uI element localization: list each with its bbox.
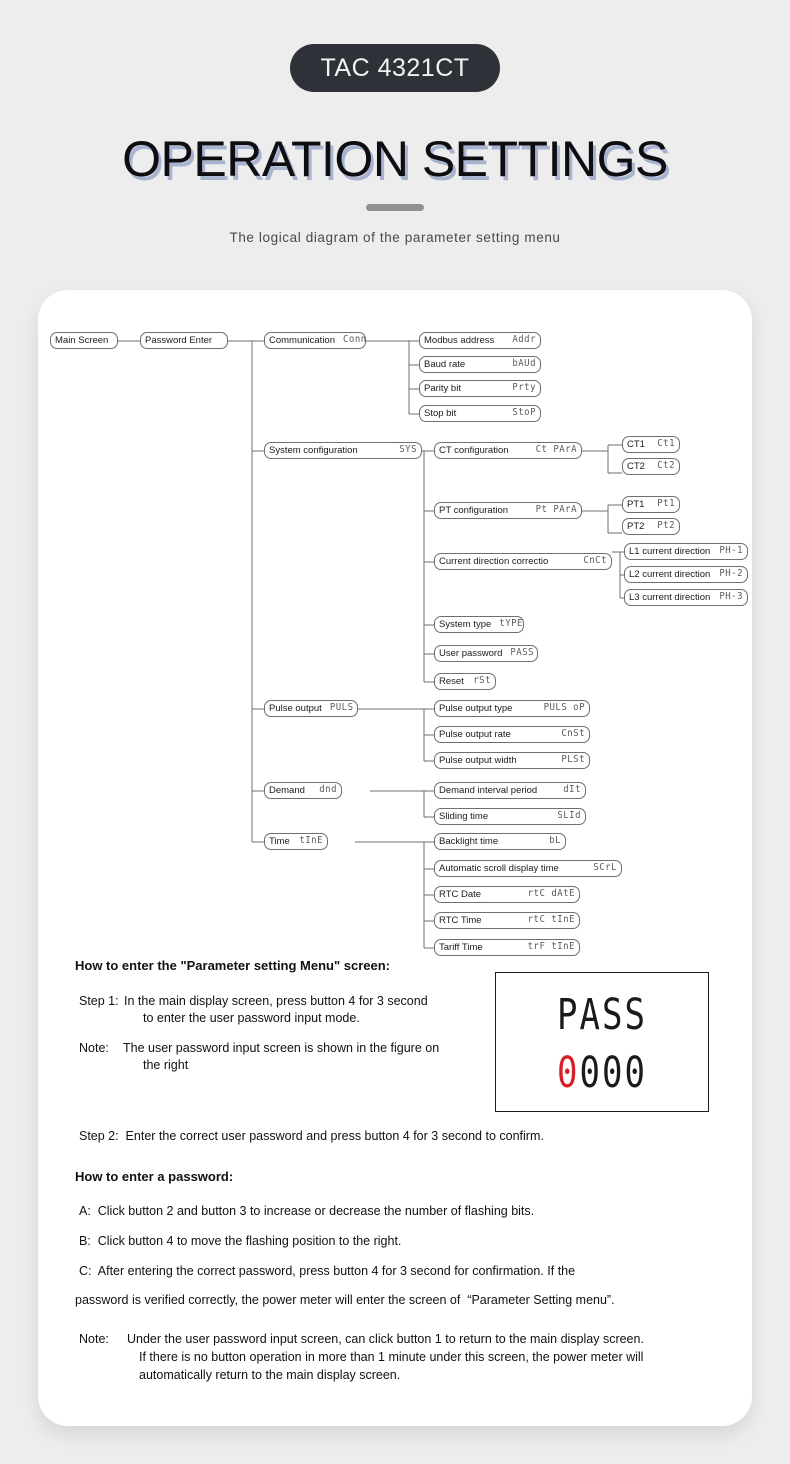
password-item-c-line2: password is verified correctly, the power meter will enter the screen of “Parameter Setting menu”. — [75, 1293, 615, 1307]
tree-node-code: PH-1 — [719, 545, 743, 557]
tree-node-label: L3 current direction — [629, 591, 711, 603]
tree-node-label: L1 current direction — [629, 545, 711, 557]
tree-node-label: Reset — [439, 675, 464, 687]
note2-line1: Under the user password input screen, can click button 1 to return to the main display screen. — [127, 1332, 644, 1346]
tree-node-backlight-time[interactable] — [434, 833, 566, 850]
tree-node-code: Pt1 — [657, 498, 675, 510]
lcd-active-digit: 0 — [557, 1048, 580, 1098]
tree-node-code: SYS — [399, 444, 417, 456]
tree-node-label: Main Screen — [55, 334, 109, 346]
tree-node-code: PASS — [510, 647, 535, 659]
tree-node-parity-bit[interactable] — [419, 380, 541, 397]
tree-node-automatic-scroll-display-time[interactable] — [434, 860, 622, 877]
tree-node-code: Pt2 — [657, 520, 675, 532]
tree-node-ct2[interactable] — [622, 458, 680, 475]
tree-node-code: Ct1 — [657, 438, 675, 450]
tree-node-code: bL — [549, 835, 561, 847]
tree-node-code: tYPE — [499, 618, 523, 630]
lcd-password-screen — [495, 972, 709, 1112]
tree-node-code: rtC dAtE — [527, 888, 575, 900]
title-divider — [366, 204, 424, 211]
tree-node-rtc-date[interactable] — [434, 886, 580, 903]
tree-node-pt1[interactable] — [622, 496, 680, 513]
tree-node-label: Time — [269, 835, 290, 847]
tree-node-baud-rate[interactable] — [419, 356, 541, 373]
instructions-heading-enter-password: How to enter a password: — [75, 1169, 234, 1184]
tree-node-code: PH-2 — [719, 568, 743, 580]
tree-node-user-password[interactable] — [434, 645, 538, 662]
tree-node-code: trF tInE — [527, 941, 575, 953]
tree-node-code: Pt PArA — [535, 504, 577, 516]
lcd-line-digits — [496, 1048, 708, 1098]
tree-node-reset[interactable] — [434, 673, 496, 690]
tree-node-demand[interactable] — [264, 782, 342, 799]
tree-node-system-type[interactable] — [434, 616, 524, 633]
tree-node-code: Ct2 — [657, 460, 675, 472]
tree-node-label: Demand interval period — [439, 784, 538, 796]
tree-node-modbus-address[interactable] — [419, 332, 541, 349]
tree-node-pulse-output-width[interactable] — [434, 752, 590, 769]
tree-node-code: PULS — [329, 702, 354, 714]
tree-node-code: Conn — [343, 334, 367, 346]
tree-node-label: CT2 — [627, 460, 645, 472]
tree-node-pulse-output-type[interactable] — [434, 700, 590, 717]
tree-node-label: User password — [439, 647, 503, 659]
tree-node-label: System configuration — [269, 444, 358, 456]
tree-node-label: Automatic scroll display time — [439, 862, 559, 874]
tree-node-code: Prty — [512, 382, 536, 394]
tree-node-code: bAUd — [512, 358, 536, 370]
tree-node-stop-bit[interactable] — [419, 405, 541, 422]
tree-node-label: Pulse output type — [439, 702, 513, 714]
content-card — [38, 290, 752, 1426]
tree-node-label: Password Enter — [145, 334, 213, 346]
tree-node-demand-interval-period[interactable] — [434, 782, 586, 799]
note2-line3: automatically return to the main display screen. — [139, 1368, 401, 1382]
tree-node-code: CnSt — [561, 728, 585, 740]
tree-node-tariff-time[interactable] — [434, 939, 580, 956]
tree-node-code: tInE — [299, 835, 323, 847]
tree-node-code: SCrL — [593, 862, 617, 874]
tree-node-label: Tariff Time — [439, 941, 483, 953]
tree-node-label: Communication — [269, 334, 335, 346]
step1-line2: to enter the user password input mode. — [143, 1011, 360, 1025]
tree-node-code: StoP — [512, 407, 536, 419]
tree-node-code: CnCt — [583, 555, 607, 567]
tree-node-label: PT2 — [627, 520, 645, 532]
tree-node-code: dnd — [319, 784, 337, 796]
tree-node-code: Addr — [512, 334, 536, 346]
tree-node-pulse-output[interactable] — [264, 700, 358, 717]
tree-node-label: Current direction correctio — [439, 555, 549, 567]
tree-node-label: Backlight time — [439, 835, 499, 847]
tree-node-pt-configuration[interactable] — [434, 502, 582, 519]
tree-node-sliding-time[interactable] — [434, 808, 586, 825]
note1-line1: The user password input screen is shown in the figure on — [123, 1041, 440, 1055]
tree-node-code: Ct PArA — [535, 444, 577, 456]
tree-node-system-configuration[interactable] — [264, 442, 422, 459]
tree-node-pulse-output-rate[interactable] — [434, 726, 590, 743]
tree-node-code: PH-3 — [719, 591, 743, 603]
tree-node-label: System type — [439, 618, 492, 630]
tree-node-label: Stop bit — [424, 407, 457, 419]
tree-node-label: RTC Time — [439, 914, 482, 926]
page-title: OPERATION SETTINGS — [122, 131, 668, 187]
lcd-remaining-digits: 000 — [579, 1048, 647, 1098]
tree-node-ct1[interactable] — [622, 436, 680, 453]
tree-node-label: Sliding time — [439, 810, 489, 822]
tree-node-label: CT configuration — [439, 444, 509, 456]
tree-node-label: Modbus address — [424, 334, 495, 346]
tree-node-pt2[interactable] — [622, 518, 680, 535]
step2-text: Step 2: Enter the correct user password and press button 4 for 3 second to confirm. — [79, 1129, 544, 1143]
tree-node-label: CT1 — [627, 438, 645, 450]
tree-connector-lines — [38, 290, 752, 970]
tree-node-code: rSt — [473, 675, 491, 687]
step1-label: Step 1: — [79, 994, 119, 1008]
tree-node-password-enter[interactable] — [140, 332, 228, 349]
device-model-badge: TAC 4321CT — [290, 44, 500, 92]
tree-node-l3-current-direction[interactable] — [624, 589, 748, 606]
page-subtitle: The logical diagram of the parameter setting menu — [229, 230, 561, 245]
tree-node-current-direction-correction[interactable] — [434, 553, 612, 570]
lcd-line-pass: PASS — [557, 990, 647, 1040]
tree-node-communication[interactable] — [264, 332, 366, 349]
parameter-menu-tree — [38, 290, 752, 970]
note1-label: Note: — [79, 1041, 109, 1055]
tree-node-code: PLSt — [561, 754, 585, 766]
tree-node-label: RTC Date — [439, 888, 482, 900]
password-item-b: B: Click button 4 to move the flashing position to the right. — [79, 1234, 402, 1248]
tree-node-rtc-time[interactable] — [434, 912, 580, 929]
note2-label: Note: — [79, 1332, 109, 1346]
tree-node-code: PULS oP — [543, 702, 585, 714]
tree-node-label: PT configuration — [439, 504, 509, 516]
instructions-heading-enter-menu: How to enter the "Parameter setting Menu" screen: — [75, 958, 391, 973]
password-item-c-line1: C: After entering the correct password, press button 4 for 3 second for confirmation. If the — [79, 1264, 576, 1278]
tree-node-label: Pulse output rate — [439, 728, 511, 740]
tree-node-main-screen[interactable] — [50, 332, 118, 349]
note1-line2: the right — [143, 1058, 189, 1072]
tree-node-code: SLId — [557, 810, 581, 822]
tree-node-label: Demand — [269, 784, 305, 796]
note2-line2: If there is no button operation in more than 1 minute under this screen, the power meter will — [139, 1350, 644, 1364]
tree-node-label: Baud rate — [424, 358, 466, 370]
tree-node-l2-current-direction[interactable] — [624, 566, 748, 583]
tree-node-label: PT1 — [627, 498, 645, 510]
tree-node-label: L2 current direction — [629, 568, 711, 580]
password-item-a: A: Click button 2 and button 3 to increase or decrease the number of flashing bits. — [79, 1204, 535, 1218]
tree-node-label: Pulse output width — [439, 754, 517, 766]
tree-node-time[interactable] — [264, 833, 328, 850]
tree-node-code: dIt — [563, 784, 581, 796]
step1-line1: In the main display screen, press button 4 for 3 second — [124, 994, 428, 1008]
tree-node-l1-current-direction[interactable] — [624, 543, 748, 560]
tree-node-label: Parity bit — [424, 382, 461, 394]
tree-node-ct-configuration[interactable] — [434, 442, 582, 459]
tree-node-code: rtC tInE — [527, 914, 575, 926]
tree-node-label: Pulse output — [269, 702, 322, 714]
